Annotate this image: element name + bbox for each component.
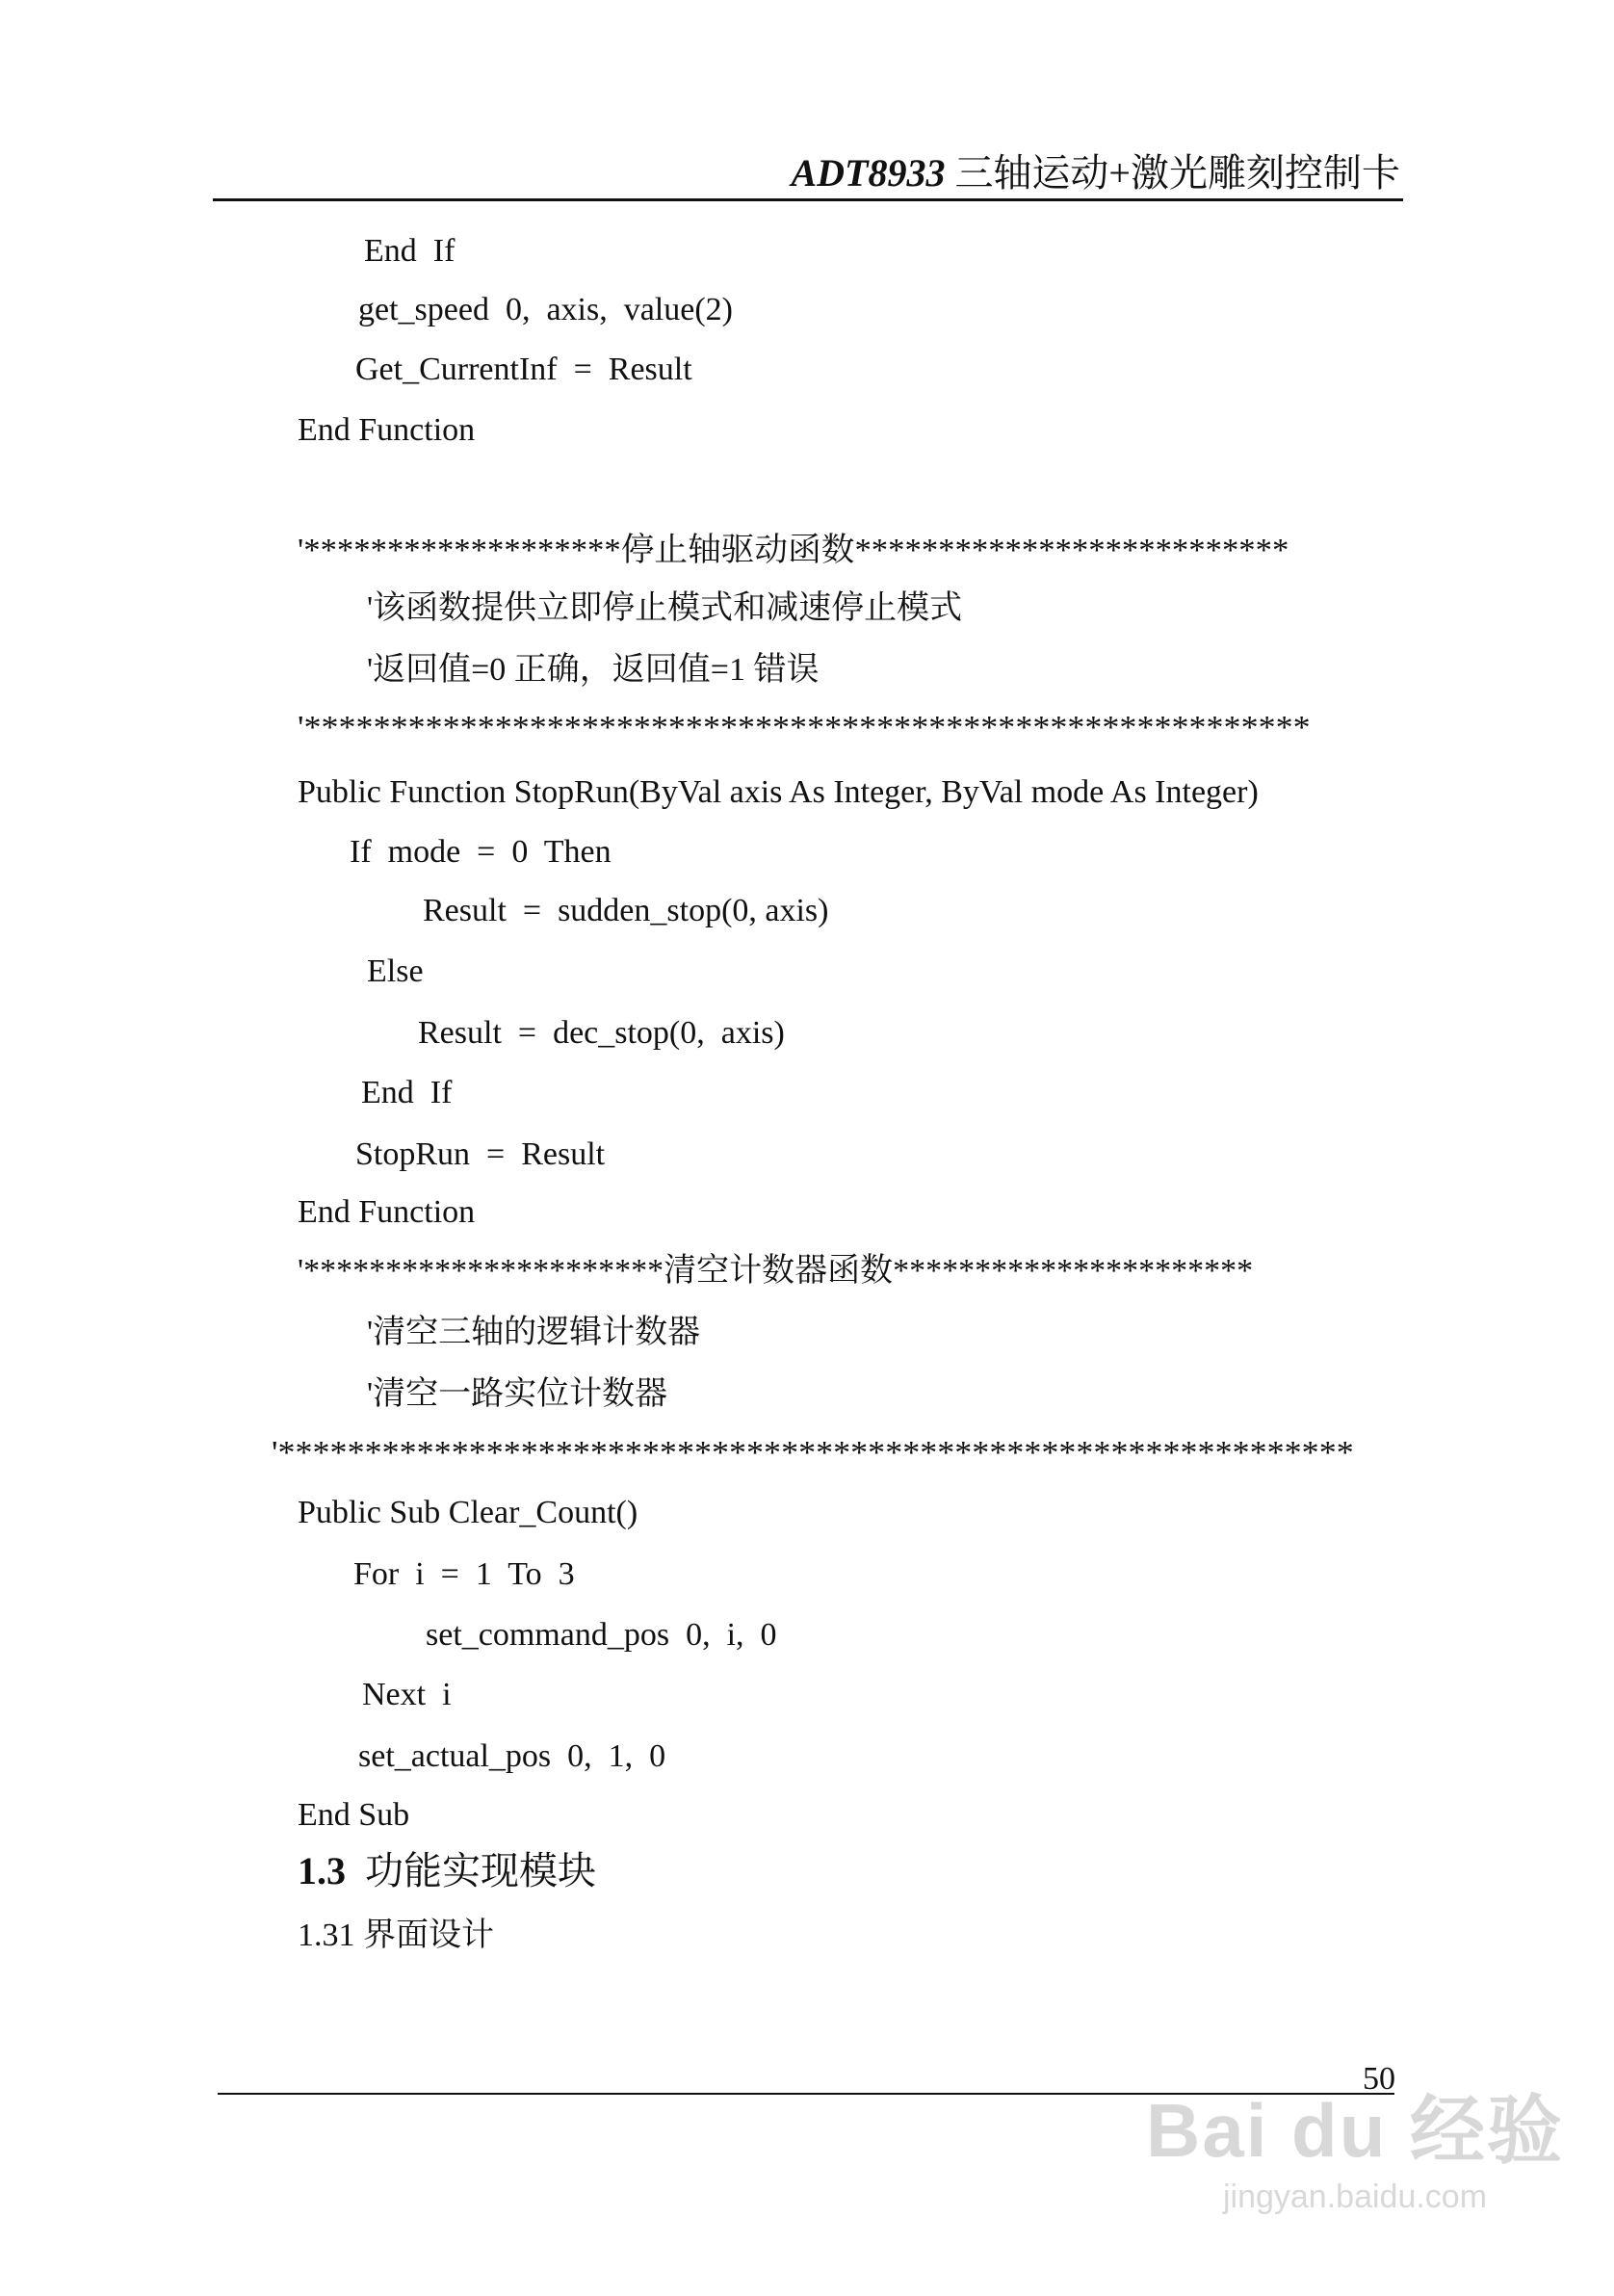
code-line: Result = sudden_stop(0, axis) bbox=[423, 893, 829, 928]
comment-banner bbox=[298, 1252, 1253, 1291]
code-line: Public Function StopRun(ByVal axis As Integer, ByVal mode As Integer) bbox=[298, 774, 1259, 810]
code-line: End If bbox=[364, 233, 456, 269]
code-line: StopRun = Result bbox=[355, 1136, 606, 1172]
comment-banner bbox=[298, 709, 1311, 747]
subsection-heading: 1.31 界面设计 bbox=[298, 1918, 494, 1953]
comment-banner-text: '********************************************************** bbox=[298, 710, 1311, 745]
comment-banner bbox=[272, 1434, 1354, 1473]
watermark-url: jingyan.baidu.com bbox=[1222, 2179, 1488, 2215]
comment-line: '返回值=0 正确，返回值=1 错误 bbox=[367, 652, 820, 688]
page-number: 50 bbox=[1363, 2061, 1395, 2097]
code-line: Get_CurrentInf = Result bbox=[355, 352, 692, 387]
baidu-watermark bbox=[1146, 2071, 1564, 2216]
comment-banner-text: '**********************清空计数器函数********************** bbox=[298, 1253, 1254, 1289]
code-line: Public Sub Clear_Count() bbox=[298, 1495, 638, 1530]
code-line: If mode = 0 Then bbox=[350, 834, 612, 870]
code-line: Result = dec_stop(0, axis) bbox=[418, 1015, 785, 1051]
comment-line: '清空一路实位计数器 bbox=[367, 1376, 668, 1412]
section-heading bbox=[298, 1849, 596, 1892]
code-line: get_speed 0, axis, value(2) bbox=[358, 292, 733, 327]
comment-line: '清空三轴的逻辑计数器 bbox=[367, 1315, 701, 1350]
code-line: set_command_pos 0, i, 0 bbox=[426, 1617, 777, 1653]
comment-line: '该函数提供立即停止模式和减速停止模式 bbox=[367, 590, 963, 626]
code-line: set_actual_pos 0, 1, 0 bbox=[358, 1738, 666, 1774]
header-rule bbox=[213, 198, 1403, 201]
code-line: End Function bbox=[298, 1194, 476, 1230]
comment-banner-text: '************************************************************** bbox=[272, 1435, 1354, 1471]
comment-banner bbox=[298, 532, 1289, 570]
code-line: End Sub bbox=[298, 1797, 410, 1833]
section-number: 1.3 bbox=[298, 1849, 346, 1892]
header-title: 三轴运动+激光雕刻控制卡 bbox=[954, 151, 1400, 195]
code-line: End Function bbox=[298, 412, 476, 448]
section-title: 功能实现模块 bbox=[365, 1849, 596, 1892]
page-header bbox=[791, 143, 1400, 197]
watermark-brand: Bai du 经验 bbox=[1146, 2088, 1565, 2173]
code-line: Next i bbox=[362, 1677, 452, 1712]
code-line: For i = 1 To 3 bbox=[353, 1556, 575, 1592]
code-line: Else bbox=[367, 953, 424, 989]
comment-banner-text: '*******************停止轴驱动函数************************** bbox=[298, 533, 1289, 568]
code-line: End If bbox=[361, 1075, 453, 1110]
header-model: ADT8933 bbox=[791, 151, 946, 195]
